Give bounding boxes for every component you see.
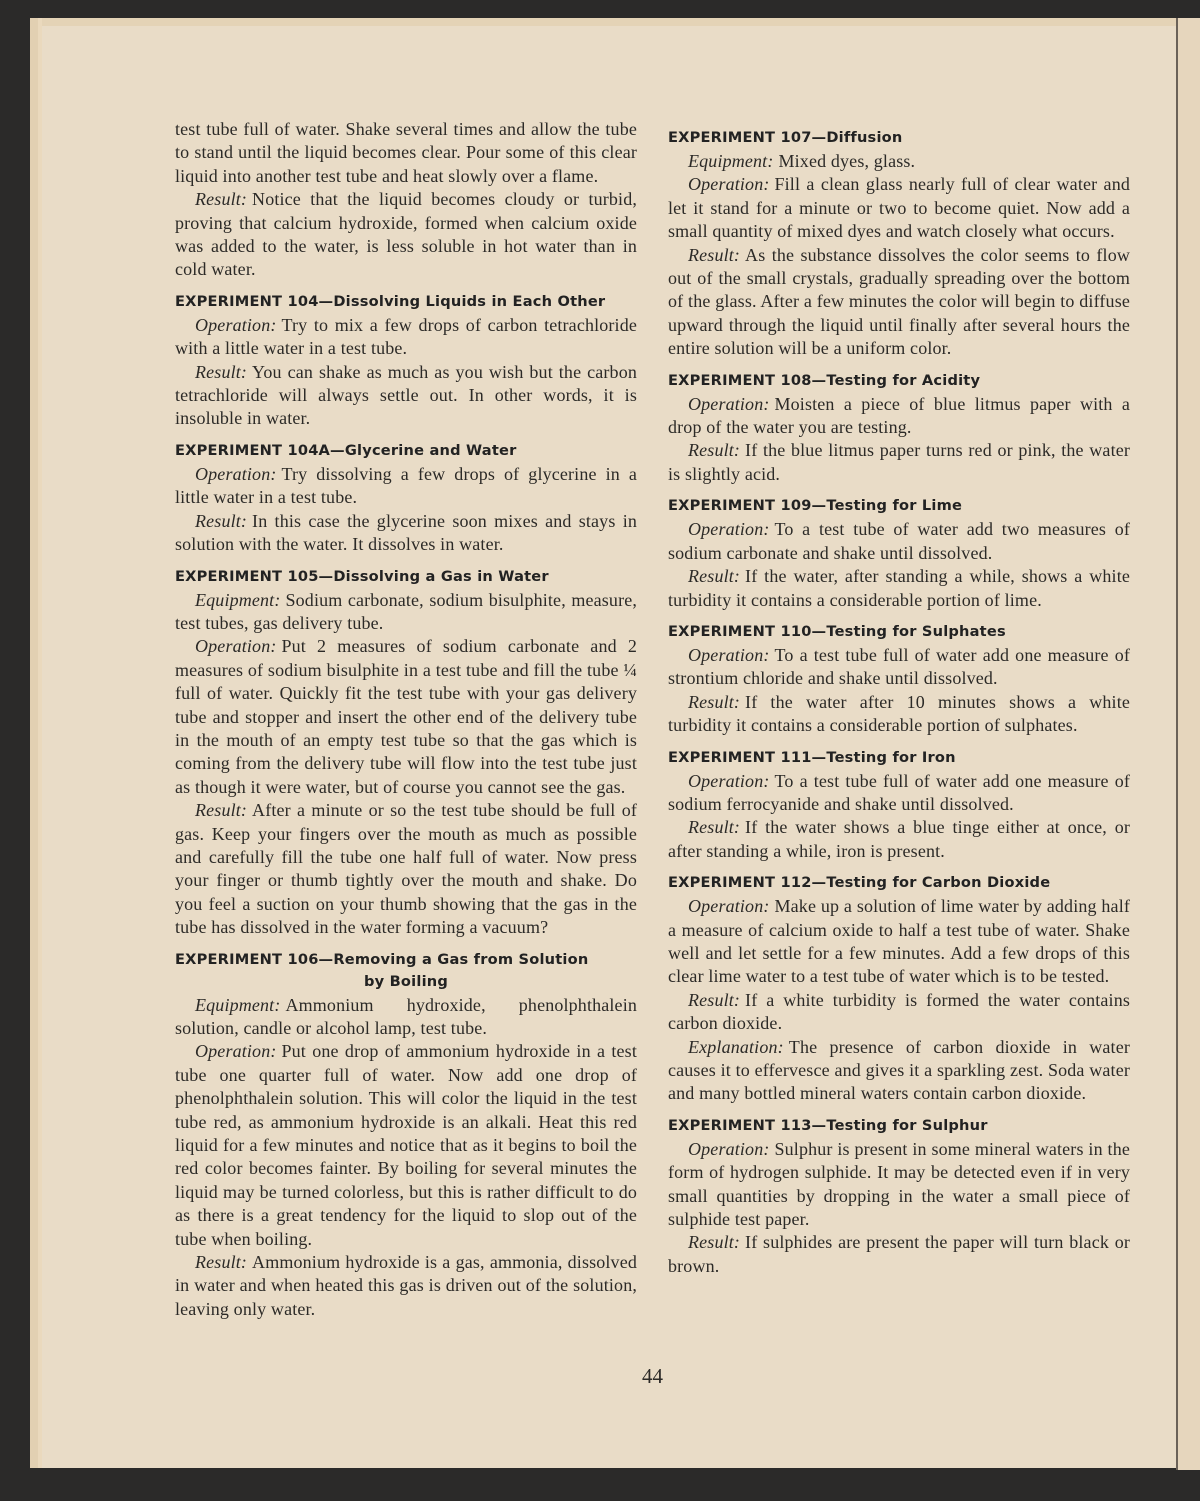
heading-text: EXPERIMENT 110—Testing for Sulphates [668, 622, 1006, 640]
paragraph-text: The presence of carbon dioxide in water causes it to effervesce and gives it a sparkling zest. Soda water and many bottled mineral waters contain carbon dioxide. [668, 1036, 1130, 1104]
paragraph-text: If sulphides are present the paper will turn black or brown. [668, 1232, 1130, 1276]
paragraph-text: Notice that the liquid becomes cloudy or turbid, proving that calcium hydroxide, formed when calcium oxide was added to the water, is less soluble in hot water than in cold water. [175, 189, 637, 280]
paragraph-label: Result: [688, 440, 741, 461]
paragraph-label: Operation: [195, 636, 277, 657]
experiment-heading [175, 566, 637, 588]
paragraph [668, 989, 1130, 1036]
paragraph-text: To a test tube full of water add one measure of sodium ferrocyanide and shake until dissolved. [668, 770, 1130, 814]
heading-text: EXPERIMENT 104A—Glycerine and Water [175, 441, 517, 459]
paragraph-label: Equipment: [688, 151, 774, 171]
experiment-heading [668, 621, 1130, 643]
paragraph [668, 565, 1130, 612]
heading-text: EXPERIMENT 112—Testing for Carbon Dioxide [668, 874, 1051, 892]
paragraph [668, 816, 1130, 863]
paragraph-label: Operation: [195, 1041, 277, 1062]
paragraph-text: If a white turbidity is formed the water contains carbon dioxide. [668, 989, 1130, 1034]
paragraph-text: Try to mix a few drops of carbon tetrachloride with a little water in a test tube. [175, 314, 637, 359]
book-page [30, 18, 1176, 1468]
paragraph [668, 393, 1130, 440]
paragraph-label: Result: [688, 566, 741, 587]
paragraph-text: In this case the glycerine soon mixes and stays in solution with the water. It dissolves in water. [175, 510, 637, 555]
heading-text: EXPERIMENT 113—Testing for Sulphur [668, 1116, 988, 1134]
paragraph-text: If the water after 10 minutes shows a white turbidity it contains a considerable portion of sulphates. [668, 691, 1130, 736]
heading-text: EXPERIMENT 104—Dissolving Liquids in Each Other [175, 292, 606, 310]
paragraph-label: Result: [688, 1232, 741, 1253]
paragraph [668, 1231, 1130, 1278]
paragraph [668, 173, 1130, 243]
paragraph [668, 439, 1130, 486]
heading-continuation: by Boiling [363, 972, 449, 990]
heading-text: EXPERIMENT 109—Testing for Lime [668, 497, 963, 515]
right-column [668, 118, 1130, 1278]
paragraph-label: Result: [195, 800, 248, 821]
paragraph [175, 1040, 637, 1251]
paragraph-label: Operation: [688, 1138, 770, 1159]
paragraph [175, 463, 637, 510]
paragraph [175, 635, 637, 799]
paragraph-text: Try dissolving a few drops of glycerine in a little water in a test tube. [175, 463, 637, 508]
paragraph-label: Equipment: [195, 994, 281, 1015]
paragraph-label: Operation: [195, 463, 277, 484]
paragraph [668, 1036, 1130, 1106]
heading-text: EXPERIMENT 111—Testing for Iron [668, 748, 956, 766]
paragraph-label: Operation: [688, 770, 770, 791]
paragraph-text: Moisten a piece of blue litmus paper with a drop of the water you are testing. [668, 393, 1130, 438]
paragraph-label: Operation: [688, 174, 770, 195]
experiment-heading [668, 370, 1130, 392]
paragraph [175, 188, 637, 282]
paragraph [668, 150, 1130, 173]
heading-text: EXPERIMENT 106—Removing a Gas from Solution [175, 950, 589, 968]
heading-text: EXPERIMENT 105—Dissolving a Gas in Water [175, 567, 549, 585]
experiment-heading [175, 440, 637, 462]
heading-text: EXPERIMENT 108—Testing for Acidity [668, 371, 981, 389]
left-column [175, 118, 637, 1321]
paragraph [175, 589, 637, 636]
paragraph-text: Put one drop of ammonium hydroxide in a test tube one quarter full of water. Now add one drop of phenolphthalein solution. This will color the liquid in the test tube red, as ammonium hydroxide is an alkali. Heat this red liquid for a few minutes and notice that as it begins to boil the red color becomes fainter. By boiling for several minutes the liquid may be turned colorless, but this is rather difficult to do as there is a great tendency for the liquid to slop out of the tube when boiling. [175, 1041, 637, 1249]
experiment-heading [668, 747, 1130, 769]
paragraph [668, 691, 1130, 738]
experiment-heading [175, 949, 637, 993]
page-number: 44 [642, 1364, 663, 1388]
paragraph-text: Put 2 measures of sodium carbonate and 2 measures of sodium bisulphite in a test tube and fill the tube ¼ full of water. Quickly fit the test tube with your gas delivery tube and stopper and insert the other end of the delivery tube in the mouth of an empty test tube so that the gas which is coming from the delivery tube will flow into the test tube just as though it were water, but of course you cannot see the gas. [175, 636, 637, 797]
paragraph-label: Operation: [688, 644, 770, 665]
paragraph-text: test tube full of water. Shake several times and allow the tube to stand until the liquid becomes clear. Pour some of this clear liquid into another test tube and heat slowly over a flame. [175, 119, 637, 186]
paragraph-text: Mixed dyes, glass. [778, 151, 916, 171]
paragraph [175, 799, 637, 939]
paragraph-text: To a test tube full of water add one measure of strontium chloride and shake until dissolved. [668, 644, 1130, 689]
paragraph [175, 118, 637, 188]
paragraph [668, 770, 1130, 817]
paragraph [668, 644, 1130, 691]
paragraph-label: Result: [195, 1252, 248, 1273]
paragraph-label: Operation: [688, 393, 770, 414]
paragraph-text: To a test tube of water add two measures of sodium carbonate and shake until dissolved. [668, 519, 1130, 563]
paragraph-label: Operation: [688, 896, 770, 917]
paragraph-label: Result: [688, 691, 741, 712]
paragraph-label: Result: [688, 244, 741, 265]
paragraph-text: As the substance dissolves the color seems to flow out of the small crystals, gradually spreading over the bottom of the glass. After a few minutes the color will begin to diffuse upward through the liquid until finally after several hours the entire solution will be a uniform color. [668, 244, 1130, 359]
paragraph-label: Result: [195, 189, 248, 210]
paragraph-text: Sulphur is present in some mineral waters in the form of hydrogen sulphide. It may be detected even if in very small quantities by dropping in the water a small piece of sulphide test paper. [668, 1138, 1130, 1230]
facing-page-edge [1176, 18, 1200, 1470]
paragraph-text: You can shake as much as you wish but the carbon tetrachloride will always settle out. In other words, it is insoluble in water. [175, 361, 637, 429]
paragraph-label: Result: [195, 510, 248, 531]
experiment-heading [175, 291, 637, 313]
experiment-heading [668, 872, 1130, 894]
paragraph [175, 1251, 637, 1321]
paragraph-label: Equipment: [195, 589, 281, 610]
experiment-heading [668, 495, 1130, 517]
paragraph [175, 361, 637, 431]
paragraph-text: After a minute or so the test tube should be full of gas. Keep your fingers over the mouth as much as possible and carefully fill the tube one half full of water. Now press your finger or thumb tightly over the mouth and shake. Do you feel a suction on your thumb showing that the gas in the tube has dissolved in the water forming a vacuum? [175, 800, 637, 938]
paragraph [175, 994, 637, 1041]
paragraph-label: Result: [688, 989, 741, 1010]
paragraph-label: Explanation: [688, 1036, 784, 1057]
paragraph-text: Ammonium hydroxide is a gas, ammonia, dissolved in water and when heated this gas is driven out of the solution, leaving only water. [175, 1252, 637, 1319]
paragraph [668, 244, 1130, 361]
paragraph-text: Ammonium hydroxide, phenolphthalein solution, candle or alcohol lamp, test tube. [175, 994, 637, 1038]
paragraph-text: If the water, after standing a while, shows a white turbidity it contains a considerable portion of lime. [668, 566, 1130, 610]
paragraph [668, 518, 1130, 565]
paragraph [175, 314, 637, 361]
paragraph [668, 1138, 1130, 1232]
paragraph-text: If the blue litmus paper turns red or pink, the water is slightly acid. [668, 440, 1130, 484]
paragraph-label: Operation: [688, 519, 770, 540]
paragraph-text: Fill a clean glass nearly full of clear water and let it stand for a minute or two to become quiet. Now add a small quantity of mixed dyes and watch closely what occurs. [668, 174, 1130, 242]
experiment-heading [668, 127, 1130, 149]
paragraph [175, 510, 637, 557]
heading-text: EXPERIMENT 107—Diffusion [668, 129, 903, 146]
paragraph-label: Result: [688, 817, 741, 838]
paragraph-text: Sodium carbonate, sodium bisulphite, measure, test tubes, gas delivery tube. [175, 589, 637, 633]
paragraph-label: Result: [195, 361, 248, 382]
paragraph-text: Make up a solution of lime water by adding half a measure of calcium oxide to half a test tube of water. Shake well and let settle for a few minutes. Add a few drops of this clear lime water to a test tube of water which is to be tested. [668, 896, 1130, 987]
paragraph [668, 895, 1130, 989]
experiment-heading [668, 1115, 1130, 1137]
paragraph-text: If the water shows a blue tinge either at once, or after standing a while, iron is present. [668, 817, 1130, 861]
paragraph-label: Operation: [195, 314, 277, 335]
